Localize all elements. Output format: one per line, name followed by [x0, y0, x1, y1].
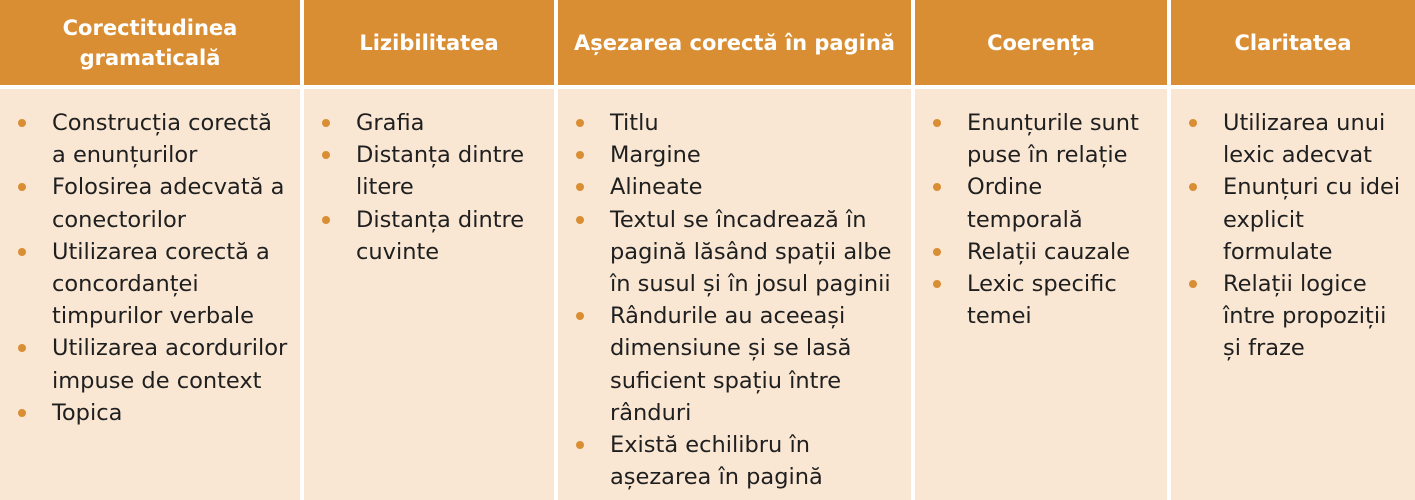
- list-item: Există echilibru în așezarea în pagină: [576, 429, 903, 493]
- list-item: Distanța dintre litere: [322, 139, 546, 203]
- header-coherence: Coerența: [915, 0, 1167, 85]
- list-item: Alineate: [576, 171, 903, 203]
- list-item: Rândurile au aceeași dimensiune și se lasă suficient spațiu între rânduri: [576, 300, 903, 429]
- header-grammatical-correctness: Corectitudinea gramaticală: [0, 0, 300, 85]
- list-item: Grafia: [322, 107, 546, 139]
- header-page-layout: Așezarea corectă în pagină: [558, 0, 911, 85]
- list-item: Folosirea adecvată a conectorilor: [18, 171, 292, 235]
- cell-legibility: [304, 89, 554, 500]
- list-item: Relații logice între propoziții și fraze: [1189, 268, 1407, 365]
- list-item: Topica: [18, 397, 292, 429]
- cell-page-layout: [558, 89, 911, 500]
- header-legibility: Lizibilitatea: [304, 0, 554, 85]
- header-clarity: Claritatea: [1171, 0, 1415, 85]
- list-item: Utilizarea acordurilor impuse de context: [18, 332, 292, 396]
- cell-clarity: [1171, 89, 1415, 500]
- list-item: Enunțuri cu idei explicit formulate: [1189, 171, 1407, 268]
- list-item: Textul se încadrează în pagină lăsând spații albe în susul și în josul paginii: [576, 204, 903, 301]
- list-item: Utilizarea corectă a concordanței timpurilor verbale: [18, 236, 292, 333]
- bullet-list: [576, 107, 903, 493]
- list-item: Titlu: [576, 107, 903, 139]
- bullet-list: [322, 107, 546, 268]
- bullet-list: [18, 107, 292, 429]
- list-item: Utilizarea unui lexic adecvat: [1189, 107, 1407, 171]
- list-item: Relații cauzale: [933, 236, 1159, 268]
- bullet-list: [933, 107, 1159, 332]
- list-item: Enunțurile sunt puse în relație: [933, 107, 1159, 171]
- list-item: Ordine temporală: [933, 171, 1159, 235]
- list-item: Margine: [576, 139, 903, 171]
- list-item: Distanța dintre cuvinte: [322, 204, 546, 268]
- cell-coherence: [915, 89, 1167, 500]
- list-item: Lexic specific temei: [933, 268, 1159, 332]
- cell-grammatical-correctness: [0, 89, 300, 500]
- bullet-list: [1189, 107, 1407, 365]
- list-item: Construcția corectă a enunțurilor: [18, 107, 292, 171]
